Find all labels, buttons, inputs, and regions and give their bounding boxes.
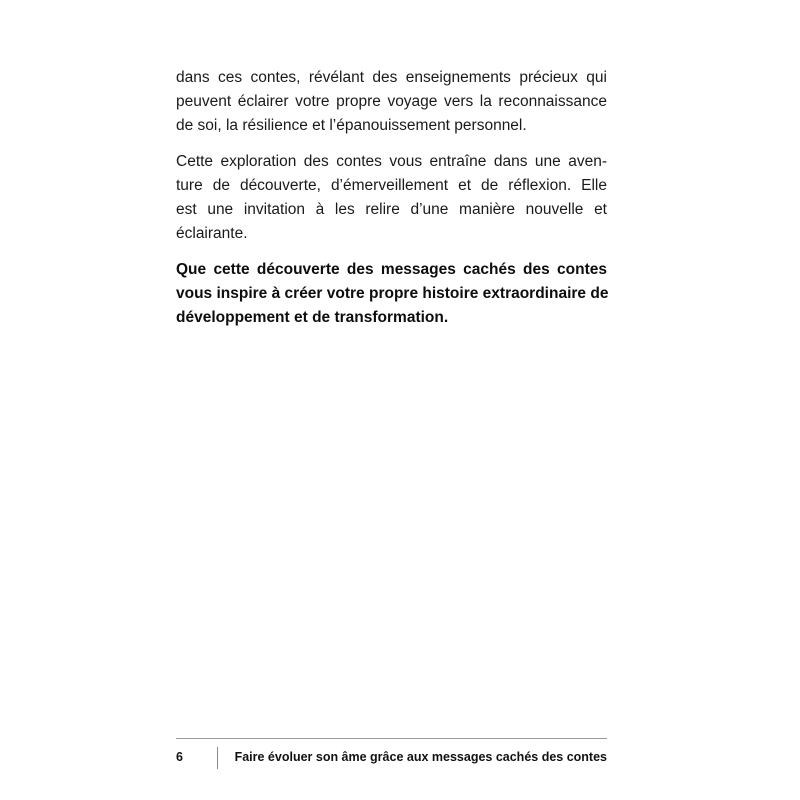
text-line: ture de découverte, d’émerveillement et de réflexion. Elle (176, 177, 607, 194)
page-number: 6 (176, 750, 183, 764)
text-line: développement et de transformation. (176, 309, 449, 326)
text-line: dans ces contes, révélant des enseignements précieux qui (176, 69, 607, 86)
text-line: de soi, la résilience et l’épanouissement personnel. (176, 117, 527, 134)
text-line: Cette exploration des contes vous entraîne dans une aven- (176, 153, 607, 170)
body-text (176, 66, 607, 342)
text-line: Que cette découverte des messages cachés des contes (176, 261, 607, 278)
text-line: peuvent éclairer votre propre voyage vers la reconnaissance (176, 93, 607, 110)
footer-vertical-separator (217, 747, 218, 769)
running-footer-title: Faire évoluer son âme grâce aux messages cachés des contes (234, 750, 607, 764)
text-line: éclairante. (176, 225, 248, 242)
paragraph-1 (176, 66, 607, 138)
text-line: est une invitation à les relire d’une manière nouvelle et (176, 201, 607, 218)
closing-paragraph-bold (176, 258, 607, 330)
paragraph-2 (176, 150, 607, 246)
text-line: vous inspire à créer votre propre histoire extraordinaire de (176, 285, 609, 302)
footer-divider (176, 738, 607, 739)
